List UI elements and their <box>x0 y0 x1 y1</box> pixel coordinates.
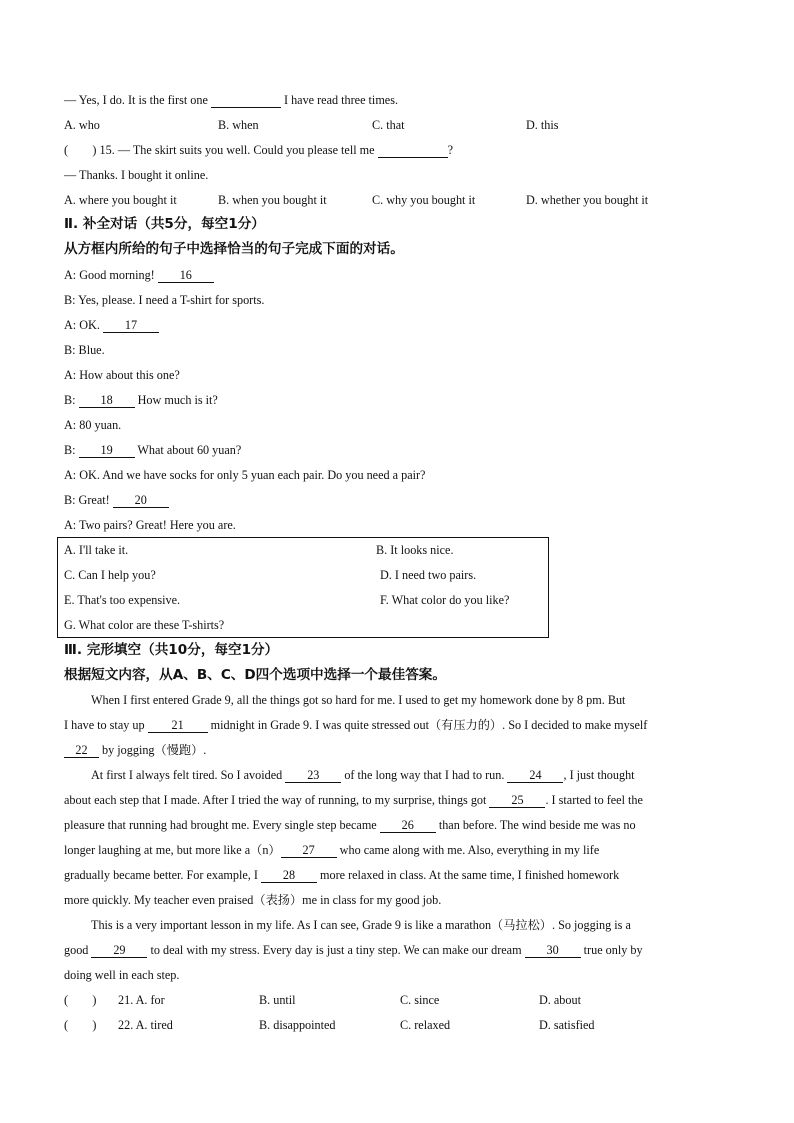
cloze-blank-24[interactable]: 24 <box>507 768 563 783</box>
q22-answer-bracket[interactable]: ( ) <box>64 1018 97 1032</box>
cloze-blank-28[interactable]: 28 <box>261 868 317 883</box>
q22-option-b: B. disappointed <box>259 1018 336 1032</box>
cloze-blank-25[interactable]: 25 <box>489 793 545 808</box>
dialogue-line-5: A: How about this one? <box>64 368 180 382</box>
q14-option-d: D. this <box>526 118 559 132</box>
q14-option-a: A. who <box>64 118 100 132</box>
q15-reply: — Thanks. I bought it online. <box>64 168 209 182</box>
passage-p2-row5: gradually became better. For example, I 28 more relaxed in class. At the same time, I finished homework <box>64 868 620 882</box>
cloze-blank-29[interactable]: 29 <box>91 943 147 958</box>
dialogue-line-11: A: Two pairs? Great! Here you are. <box>64 518 236 532</box>
dialogue-line-3: A: OK. 17 <box>64 317 159 333</box>
q15-option-c: C. why you bought it <box>372 193 476 207</box>
box-option-d: D. I need two pairs. <box>380 568 477 582</box>
cloze-blank-23[interactable]: 23 <box>285 768 341 783</box>
dialogue-line-9: A: OK. And we have socks for only 5 yuan each pair. Do you need a pair? <box>64 468 426 482</box>
passage-p2-row3: pleasure that running had brought me. Every single step became 26 than before. The wind beside me was no <box>64 818 636 832</box>
box-option-a: A. I'll take it. <box>64 543 129 557</box>
box-option-b: B. It looks nice. <box>376 543 454 557</box>
q21-option-c: C. since <box>400 993 440 1007</box>
q21-option-a: 21. A. for <box>118 993 165 1007</box>
passage-p1-row3: 22 by jogging（慢跑）. <box>64 738 728 763</box>
q15-blank <box>378 143 448 158</box>
q15-stem: ( ) 15. — The skirt suits you well. Could you please tell me ? <box>64 143 453 157</box>
passage-p3-row2: good 29 to deal with my stress. Every day is just a tiny step. We can make our dream 30 true only by <box>64 943 643 957</box>
section2-instruction: 从方框内所给的句子中选择恰当的句子完成下面的对话。 <box>64 241 404 257</box>
dialogue-line-1: A: Good morning! 16 <box>64 267 214 283</box>
passage-p3-row1: This is a very important lesson in my life. As I can see, Grade 9 is like a marathon（马拉松）. So jogging is a <box>91 918 631 932</box>
q22-option-c: C. relaxed <box>400 1018 451 1032</box>
passage-p2-row6: more quickly. My teacher even praised（表扬）me in class for my good job. <box>64 893 442 907</box>
cloze-passage <box>64 688 728 988</box>
q14-blank[interactable] <box>211 93 281 108</box>
passage-p3-row3: doing well in each step. <box>64 968 180 982</box>
dialogue-line-8: B: 19 What about 60 yuan? <box>64 443 242 457</box>
section3-title: Ⅲ. 完形填空（共10分，每空1分） <box>64 642 279 658</box>
cloze-blank-22[interactable]: 22 <box>64 743 99 758</box>
dialogue-line-10: B: Great! 20 <box>64 492 169 508</box>
dialogue-blank-17[interactable]: 17 <box>103 318 159 333</box>
dialogue-line-7: A: 80 yuan. <box>64 418 122 432</box>
q15-option-a: A. where you bought it <box>64 193 177 207</box>
dialogue-blank-20[interactable]: 20 <box>113 493 169 508</box>
dialogue-line-6: B: 18 How much is it? <box>64 393 218 407</box>
cloze-blank-27[interactable]: 27 <box>281 843 337 858</box>
box-option-f: F. What color do you like? <box>380 593 510 607</box>
dialogue-blank-19[interactable]: 19 <box>79 443 135 458</box>
cloze-blank-21[interactable]: 21 <box>148 718 208 733</box>
passage-p1-row1: When I first entered Grade 9, all the things got so hard for me. I used to get my homework done by 8 pm. But <box>91 693 626 707</box>
dialogue-blank-18[interactable]: 18 <box>79 393 135 408</box>
q14-option-b: B. when <box>218 118 259 132</box>
cloze-blank-30[interactable]: 30 <box>525 943 581 958</box>
q15-option-b: B. when you bought it <box>218 193 327 207</box>
cloze-blank-26[interactable]: 26 <box>380 818 436 833</box>
q21-option-d: D. about <box>539 993 581 1007</box>
section2-title: Ⅱ. 补全对话（共5分，每空1分） <box>64 216 265 232</box>
passage-p2-row1: At first I always felt tired. So I avoided 23 of the long way that I had to run. 24 , I just thought <box>91 768 635 782</box>
q15-answer-bracket[interactable]: ( ) <box>64 143 97 157</box>
q21-option-b: B. until <box>259 993 296 1007</box>
section3-instruction: 根据短文内容，从A、B、C、D四个选项中选择一个最佳答案。 <box>64 667 446 683</box>
q14-answer-line: — Yes, I do. It is the first one I have read three times. <box>64 93 399 107</box>
q22-option-d: D. satisfied <box>539 1018 595 1032</box>
dialogue-line-2: B: Yes, please. I need a T-shirt for sports. <box>64 293 265 307</box>
q21-answer-bracket[interactable]: ( ) <box>64 993 97 1007</box>
box-option-e: E. That's too expensive. <box>64 593 181 607</box>
dialogue-blank-16[interactable]: 16 <box>158 268 214 283</box>
passage-p1-row2: I have to stay up 21 midnight in Grade 9. I was quite stressed out（有压力的）. So I decided to make myself <box>64 718 648 732</box>
q14-option-c: C. that <box>372 118 405 132</box>
dialogue-line-4: B: Blue. <box>64 343 105 357</box>
box-option-c: C. Can I help you? <box>64 568 156 582</box>
q22-option-a: 22. A. tired <box>118 1018 173 1032</box>
q15-option-d: D. whether you bought it <box>526 193 649 207</box>
passage-p2-row2: about each step that I made. After I tried the way of running, to my surprise, things got 25 . I started to feel the <box>64 793 643 807</box>
passage-p2-row4: longer laughing at me, but more like a（n） 27 who came along with me. Also, everything in my life <box>64 843 600 857</box>
box-option-g: G. What color are these T-shirts? <box>64 618 225 632</box>
